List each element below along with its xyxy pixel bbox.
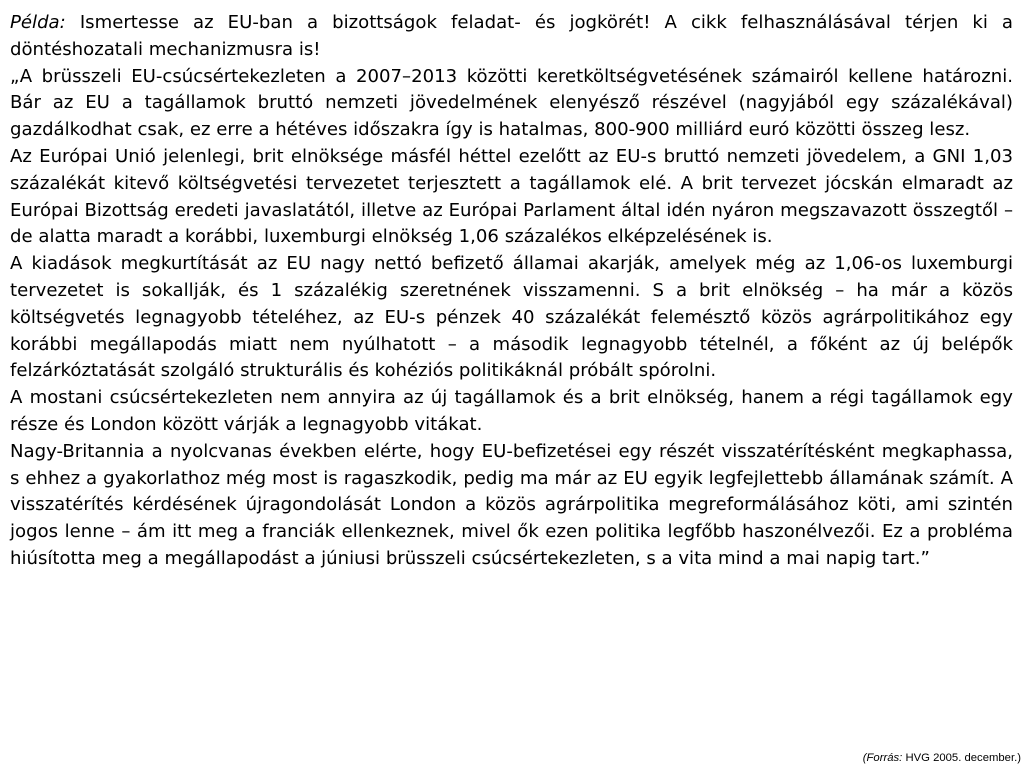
- article-paragraph-4: A mostani csúcsértekezleten nem annyira az új tagállamok és a brit elnökség, hanem a régi tagállamok egy része és London között várják a legnagyobb vitákat.: [10, 387, 1013, 435]
- example-label: Példa:: [10, 12, 66, 33]
- article-paragraph-5: Nagy-Britannia a nyolcvanas években elérte, hogy EU-befizetései egy részét visszatérítésként megkaphassa, s ehhez a gyakorlathoz még most is ragaszkodik, pedig ma már az EU egyik legfejlettebb államának számít. A visszatérítés kérdésének újragondolását London a közös agrárpolitika megreformálásához köti, ami szintén jogos lenne – ám itt meg a franciák ellenkeznek, mivel ők ezen politika legfőbb haszonélvezői. Ez a probléma hiúsította meg a megállapodást a júniusi brüsszeli csúcsértekezleten, s a vita mind a mai napig tart.”: [10, 440, 1013, 569]
- source-text: HVG 2005. december.): [902, 752, 1021, 764]
- task-text: Ismertesse az EU-ban a bizottságok feladat- és jogkörét! A cikk felhasználásával térjen ki a döntéshozatali mechanizmusra is!: [10, 12, 1013, 60]
- task-paragraph: [10, 10, 1013, 64]
- source-citation: [863, 751, 1021, 765]
- article-paragraph-2: Az Európai Unió jelenlegi, brit elnöksége másfél héttel ezelőtt az EU-s bruttó nemzeti jövedelem, a GNI 1,03 százalékát kitevő költségvetési tervezetet terjesztett a tagállamok elé. A brit tervezet jócskán elmaradt az Európai Bizottság eredeti javaslatától, illetve az Európai Parlament által idén nyáron megszavazott összegtől – de alatta maradt a korábbi, luxemburgi elnökség 1,06 százalékos elképzelésének is.: [10, 145, 1013, 248]
- document-body: [10, 10, 1013, 573]
- source-label: Forrás:: [866, 752, 903, 764]
- source-open-paren: (: [862, 752, 867, 764]
- article-paragraph-1: „A brüsszeli EU-csúcsértekezleten a 2007–2013 közötti keretköltségvetésének számairól kellene határozni. Bár az EU a tagállamok bruttó nemzeti jövedelmének elenyésző részével (nagyjából egy százalékával) gazdálkodhat csak, ez erre a hétéves időszakra így is hatalmas, 800-900 milliárd euró közötti összeg lesz.: [10, 65, 1013, 141]
- article-paragraph-3: A kiadások megkurtítását az EU nagy nettó befizető államai akarják, amelyek még az 1,06-os luxemburgi tervezetet is sokallják, és 1 százalékig szeretnének visszamenni. S a brit elnökség – ha már a közös költségvetés legnagyobb tételéhez, az EU-s pénzek 40 százalékát felemésztő közös agrárpolitikához egy korábbi megállapodás miatt nem nyúlhatott – a második legnagyobb tételnél, a főként az új belépők felzárkóztatását szolgáló strukturális és kohéziós politikáknál próbált spórolni.: [10, 253, 1013, 382]
